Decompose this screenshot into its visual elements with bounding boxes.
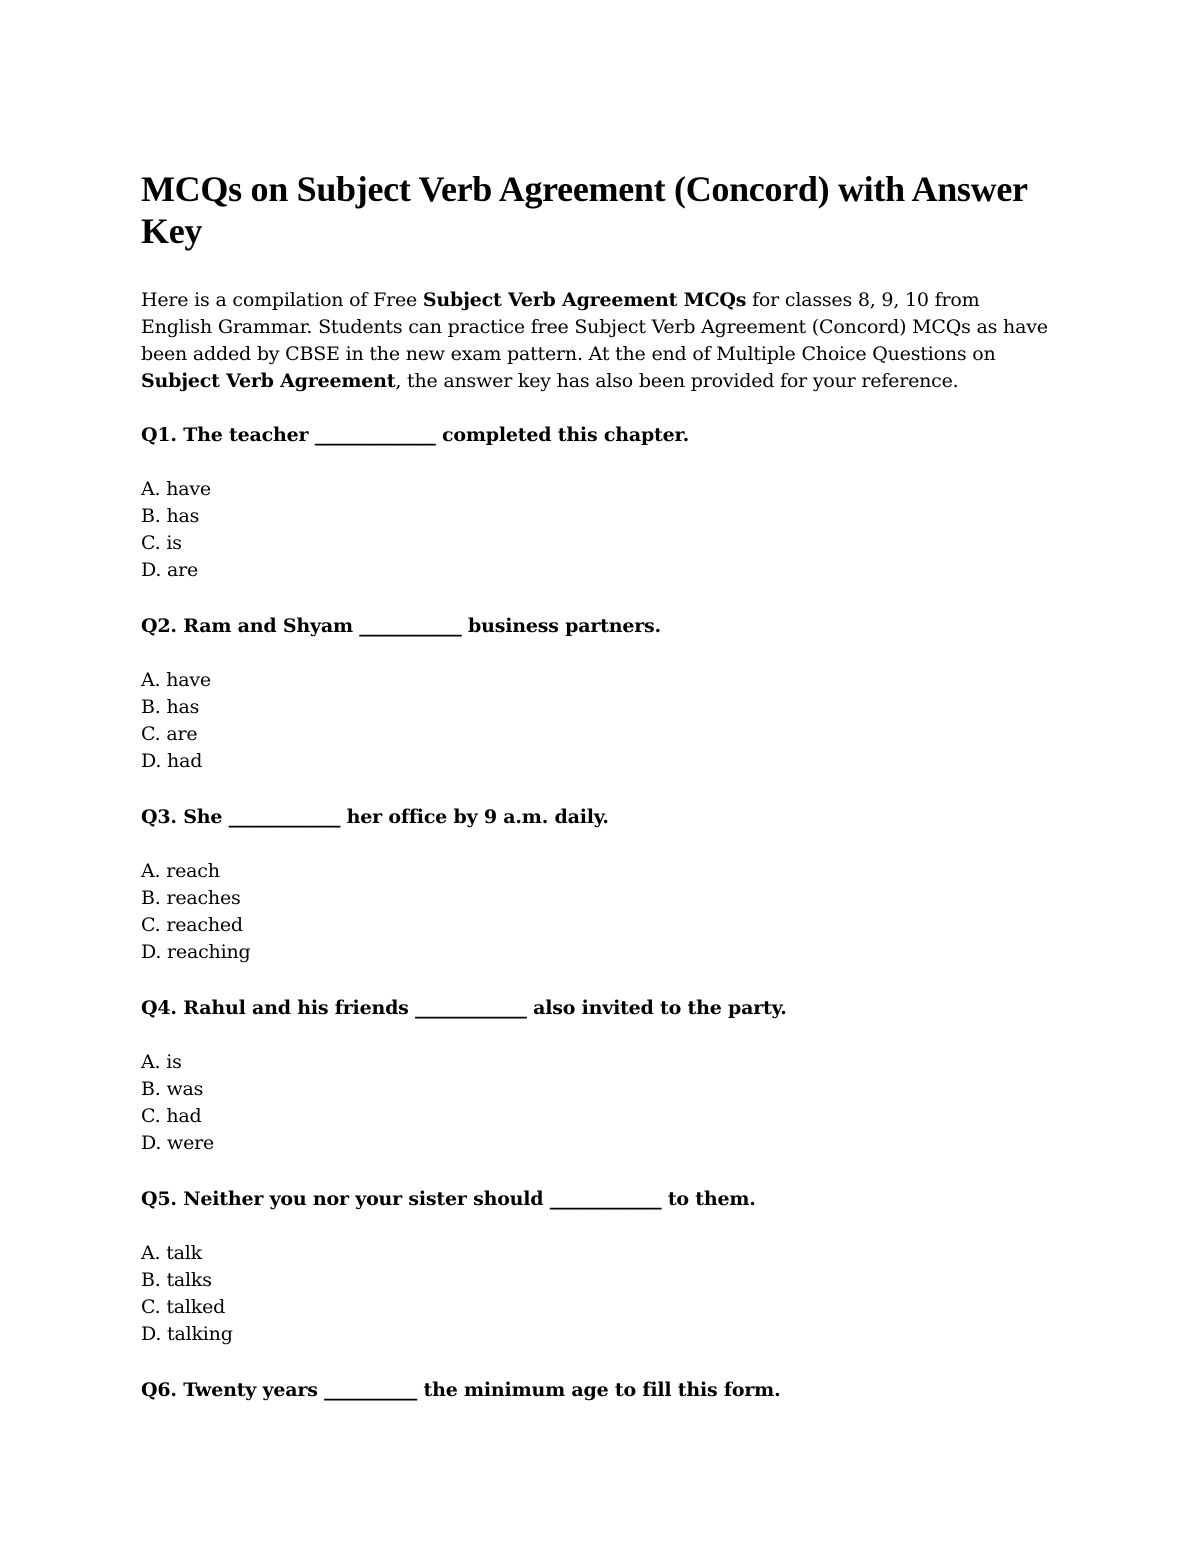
intro-bold-1: Subject Verb Agreement MCQs (422, 289, 747, 311)
question-1: Q1. The teacher _____________ completed this chapter. (141, 424, 689, 446)
option: B. talks (141, 1269, 212, 1291)
option: C. reached (141, 914, 243, 936)
option: C. is (141, 532, 182, 554)
option: A. is (141, 1051, 182, 1073)
option: D. reaching (141, 941, 251, 963)
page-title: MCQs on Subject Verb Agreement (Concord) with Answer Key (141, 169, 1028, 251)
question-6: Q6. Twenty years __________ the minimum age to fill this form. (141, 1379, 781, 1401)
option: D. had (141, 750, 203, 772)
question-4-options (141, 1049, 1056, 1157)
option: B. was (141, 1078, 204, 1100)
question-4: Q4. Rahul and his friends ____________ also invited to the party. (141, 997, 787, 1019)
option: B. reaches (141, 887, 241, 909)
question-5-options (141, 1240, 1056, 1348)
question-1-options (141, 476, 1056, 584)
option: D. are (141, 559, 199, 581)
question-2-options (141, 667, 1056, 775)
option: C. talked (141, 1296, 226, 1318)
intro-text-2: for classes 8, 9, 10 from English Grammar. Students can practice free Subject Verb Agreement (Concord) MCQs as have been added by CBSE in the new exam pattern. At the end of Multiple Choice Questions on (141, 289, 1048, 365)
option: A. have (141, 478, 211, 500)
option: B. has (141, 696, 200, 718)
option: C. had (141, 1105, 202, 1127)
question-5: Q5. Neither you nor your sister should ____________ to them. (141, 1188, 756, 1210)
option: C. are (141, 723, 198, 745)
option: B. has (141, 505, 200, 527)
intro-bold-2: Subject Verb Agreement (141, 370, 396, 392)
intro-text-1: Here is a compilation of Free (141, 289, 423, 311)
intro-text-3: , the answer key has also been provided for your reference. (395, 370, 959, 392)
option: D. talking (141, 1323, 233, 1345)
option: A. reach (141, 860, 220, 882)
question-3-options (141, 858, 1056, 966)
question-2: Q2. Ram and Shyam ___________ business partners. (141, 615, 661, 637)
question-3: Q3. She ____________ her office by 9 a.m. daily. (141, 806, 609, 828)
option: A. have (141, 669, 211, 691)
option: D. were (141, 1132, 215, 1154)
intro-paragraph (141, 287, 1056, 395)
option: A. talk (141, 1242, 202, 1264)
document-page (141, 168, 1056, 1431)
